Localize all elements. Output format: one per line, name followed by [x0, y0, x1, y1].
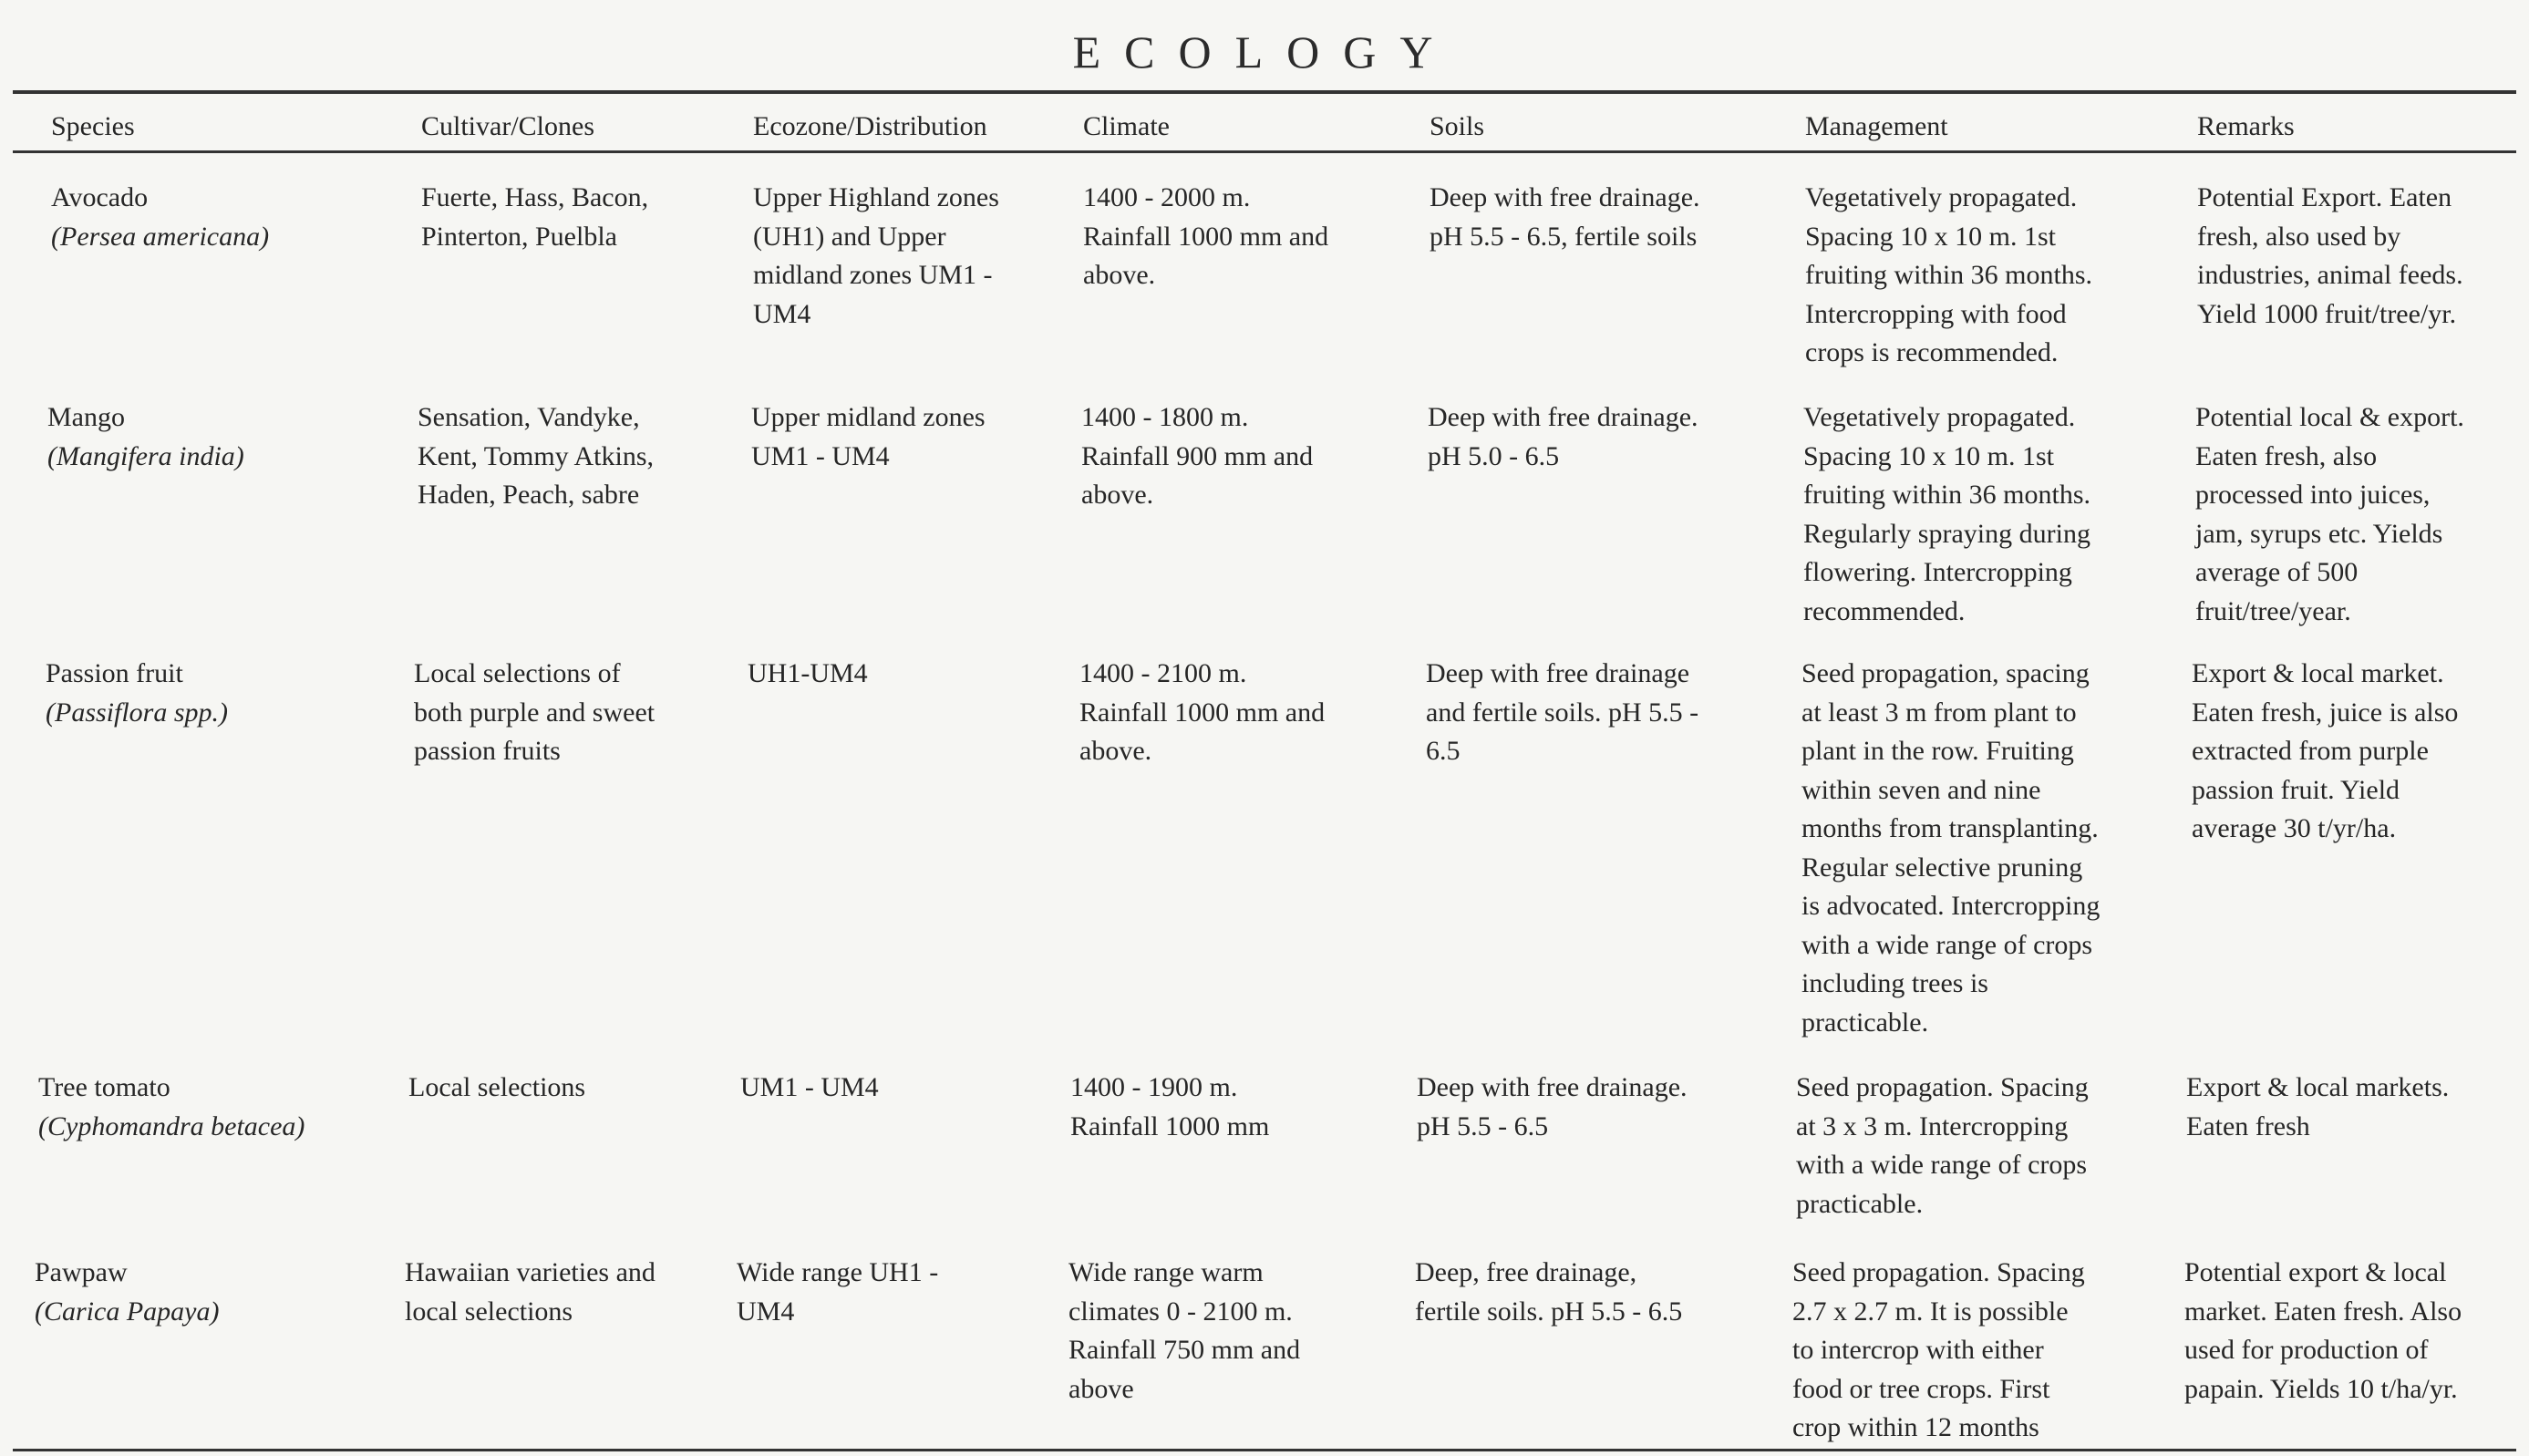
species-cell [38, 1069, 305, 1146]
ecozone-cell: Upper midland zones UM1 - UM4 [751, 402, 986, 471]
ecozone-cell: UH1-UM4 [748, 658, 868, 688]
species-common-name: Passion fruit [46, 658, 183, 688]
species-latin-name: (Cyphomandra betacea) [38, 1110, 305, 1141]
remarks-cell: Potential local & export. Eaten fresh, also processed into juices, jam, syrups etc. Yields average of 500 fruit/tree/year. [2195, 402, 2464, 626]
soils-cell: Deep with free drainage and fertile soils. pH 5.5 - 6.5 [1426, 658, 1699, 766]
species-common-name: Avocado [51, 182, 149, 212]
management-cell: Vegetatively propagated. Spacing 10 x 10 m. 1st fruiting within 36 months. Regularly spraying during flowering. Intercropping recommended. [1803, 402, 2090, 626]
species-common-name: Tree tomato [38, 1072, 170, 1102]
header-ecozone: Ecozone/Distribution [753, 111, 987, 141]
soils-cell: Deep with free drainage. pH 5.5 - 6.5, fertile soils [1430, 182, 1700, 252]
species-latin-name: (Carica Papaya) [35, 1296, 220, 1327]
header-climate: Climate [1083, 111, 1170, 141]
cultivar-cell: Hawaiian varieties and local selections [405, 1257, 655, 1327]
climate-cell: 1400 - 2000 m. Rainfall 1000 mm and above. [1083, 182, 1329, 290]
ecozone-cell: Upper Highland zones (UH1) and Upper midland zones UM1 - UM4 [753, 182, 999, 329]
climate-cell: 1400 - 1900 m. Rainfall 1000 mm [1070, 1072, 1270, 1141]
page-title: ECOLOGY [1072, 26, 1457, 77]
remarks-cell: Potential export & local market. Eaten fresh. Also used for production of papain. Yields 10 t/ha/yr. [2184, 1257, 2462, 1404]
header-cultivar: Cultivar/Clones [421, 111, 594, 141]
management-cell: Vegetatively propagated. Spacing 10 x 10 m. 1st fruiting within 36 months. Intercropping with food crops is recommended. [1805, 182, 2092, 367]
species-latin-name: (Persea americana) [51, 221, 270, 252]
header-soils: Soils [1430, 111, 1485, 141]
cultivar-cell: Local selections of both purple and sweet passion fruits [414, 658, 655, 766]
remarks-cell: Export & local markets. Eaten fresh [2186, 1072, 2450, 1141]
bottom-rule [13, 1449, 2516, 1451]
cultivar-cell: Local selections [408, 1072, 586, 1102]
management-cell: Seed propagation, spacing at least 3 m from plant to plant in the row. Fruiting within seven and nine months from transplanting. Regular selective pruning is advocated. Intercropping with a wide range of crops including trees is practicable. [1801, 658, 2101, 1038]
header-management: Management [1805, 111, 1948, 141]
soils-cell: Deep, free drainage, fertile soils. pH 5.5 - 6.5 [1415, 1257, 1683, 1327]
remarks-cell: Potential Export. Eaten fresh, also used by industries, animal feeds. Yield 1000 fruit/tree/yr. [2197, 182, 2463, 329]
management-cell: Seed propagation. Spacing at 3 x 3 m. Intercropping with a wide range of crops practicable. [1796, 1072, 2089, 1219]
ecozone-cell: UM1 - UM4 [740, 1072, 879, 1102]
header-rule [13, 150, 2516, 153]
species-cell [47, 398, 244, 476]
species-common-name: Pawpaw [35, 1257, 128, 1287]
management-cell: Seed propagation. Spacing 2.7 x 2.7 m. It is possible to intercrop with either food or tree crops. First crop within 12 months [1792, 1257, 2085, 1442]
header-remarks: Remarks [2197, 111, 2295, 141]
remarks-cell: Export & local market. Eaten fresh, juice is also extracted from purple passion fruit. Yield average 30 t/yr/ha. [2192, 658, 2459, 843]
climate-cell: 1400 - 1800 m. Rainfall 900 mm and above. [1081, 402, 1314, 510]
species-cell [35, 1254, 219, 1331]
header-species: Species [51, 111, 135, 141]
species-latin-name: (Passiflora spp.) [46, 697, 229, 728]
ecozone-cell: Wide range UH1 - UM4 [737, 1257, 939, 1327]
climate-cell: 1400 - 2100 m. Rainfall 1000 mm and above. [1079, 658, 1326, 766]
soils-cell: Deep with free drainage. pH 5.0 - 6.5 [1428, 402, 1698, 471]
cultivar-cell: Sensation, Vandyke, Kent, Tommy Atkins, Haden, Peach, sabre [418, 402, 655, 510]
climate-cell: Wide range warm climates 0 - 2100 m. Rainfall 750 mm and above [1068, 1257, 1301, 1404]
species-latin-name: (Mangifera india) [47, 440, 244, 471]
cultivar-cell: Fuerte, Hass, Bacon, Pinterton, Puelbla [421, 182, 649, 252]
species-cell [51, 179, 269, 256]
soils-cell: Deep with free drainage. pH 5.5 - 6.5 [1417, 1072, 1688, 1141]
top-rule [13, 90, 2516, 94]
species-cell [46, 655, 228, 732]
species-common-name: Mango [47, 402, 125, 432]
